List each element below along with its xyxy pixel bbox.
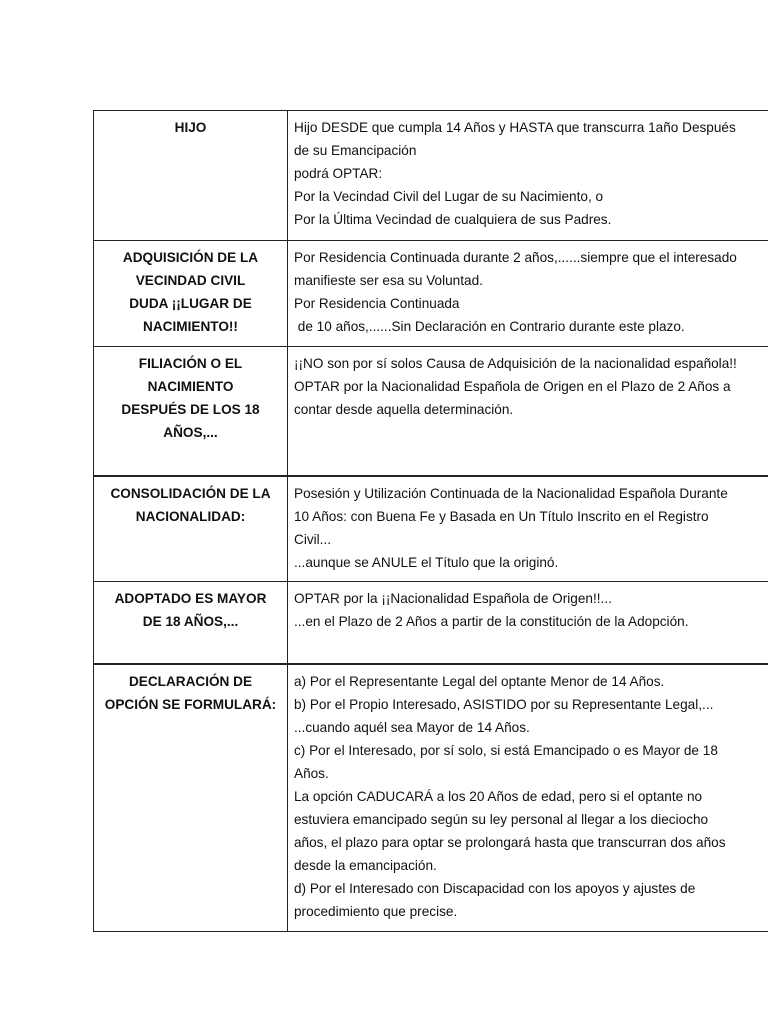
row-content-line: manifieste ser esa su Voluntad. [294,273,483,288]
row-content-line: d) Por el Interesado con Discapacidad con los apoyos y ajustes de [294,880,696,896]
row-content-cell [288,241,768,347]
row-content-line: años, el plazo para optar se prolongará hasta que transcurran dos años [294,834,726,850]
row-content-line: estuviera emancipado según su ley personal al llegar a los dieciocho [294,811,709,827]
row-content-cell [288,347,768,476]
row-label-cell [94,241,288,347]
row-label-cell [94,582,288,664]
row-content-line: Años. [294,765,329,781]
row-label-line: OPCIÓN SE FORMULARÁ: [104,696,277,712]
row-content-line: Por la Última Vecindad de cualquiera de sus Padres. [294,212,612,227]
row-content-line: Por Residencia Continuada [294,296,460,311]
row-content-cell [288,111,768,241]
row-content-line: 10 Años: con Buena Fe y Basada en Un Título Inscrito en el Registro [294,508,709,524]
row-content-line: ...en el Plazo de 2 Años a partir de la constitución de la Adopción. [294,614,689,629]
row-content-line: de 10 años,......Sin Declaración en Contrario durante este plazo. [294,319,685,334]
table-row [94,476,768,582]
row-label-line: HIJO [174,120,207,135]
row-label-line: FILIACIÓN O EL [138,356,243,371]
row-content-line: Por la Vecindad Civil del Lugar de su Nacimiento, o [294,189,604,204]
row-content-line: procedimiento que precise. [294,903,458,919]
document-table [93,110,768,932]
row-content-line: Civil... [294,531,332,547]
row-label-line: NACIMIENTO!! [143,319,238,334]
row-label-line: NACIONALIDAD: [135,508,246,524]
row-label-line: DECLARACIÓN DE [128,673,253,689]
row-content-line: desde la emancipación. [294,857,437,873]
row-label-line: DESPUÉS DE LOS 18 [121,402,260,417]
row-label-line: VECINDAD CIVIL [135,273,246,288]
row-content-cell [288,664,768,932]
row-content-cell [288,582,768,664]
row-label-line: ADQUISICIÓN DE LA [122,250,259,265]
row-content-line: b) Por el Propio Interesado, ASISTIDO por su Representante Legal,... [294,696,714,712]
row-content-line: OPTAR por la Nacionalidad Española de Origen en el Plazo de 2 Años a [294,379,731,394]
row-content-line: ¡¡NO son por sí solos Causa de Adquisición de la nacionalidad española!! [294,356,737,371]
table-row [94,347,768,476]
row-label-line: CONSOLIDACIÓN DE LA [110,485,271,501]
row-content-line: ...cuando aquél sea Mayor de 14 Años. [294,719,530,735]
row-content-line: Por Residencia Continuada durante 2 años,......siempre que el interesado [294,250,737,265]
table-row [94,582,768,664]
row-label-line: NACIMIENTO [147,379,234,394]
row-label-cell [94,347,288,476]
row-label-cell [94,111,288,241]
row-content-line: Hijo DESDE que cumpla 14 Años y HASTA que transcurra 1año Después [294,120,736,135]
table-row [94,664,768,932]
row-content-line: podrá OPTAR: [294,166,383,181]
row-content-line: a) Por el Representante Legal del optante Menor de 14 Años. [294,673,665,689]
table-row [94,241,768,347]
row-content-line: OPTAR por la ¡¡Nacionalidad Española de Origen!!... [294,591,612,606]
table-row [94,111,768,241]
row-content-line: de su Emancipación [294,143,417,158]
row-content-line: contar desde aquella determinación. [294,402,514,417]
row-label-line: ADOPTADO ES MAYOR [114,591,267,606]
row-label-line: DUDA ¡¡LUGAR DE [129,296,252,311]
row-label-cell [94,664,288,932]
row-content-line: La opción CADUCARÁ a los 20 Años de edad, pero si el optante no [294,788,703,804]
row-content-line: c) Por el Interesado, por sí solo, si está Emancipado o es Mayor de 18 [294,742,718,758]
row-content-cell [288,476,768,582]
row-label-cell [94,476,288,582]
row-label-line: AÑOS,... [163,425,218,440]
row-content-line: Posesión y Utilización Continuada de la Nacionalidad Española Durante [294,485,728,501]
row-content-line: ...aunque se ANULE el Título que la originó. [294,554,559,570]
row-label-line: DE 18 AÑOS,... [142,614,239,629]
